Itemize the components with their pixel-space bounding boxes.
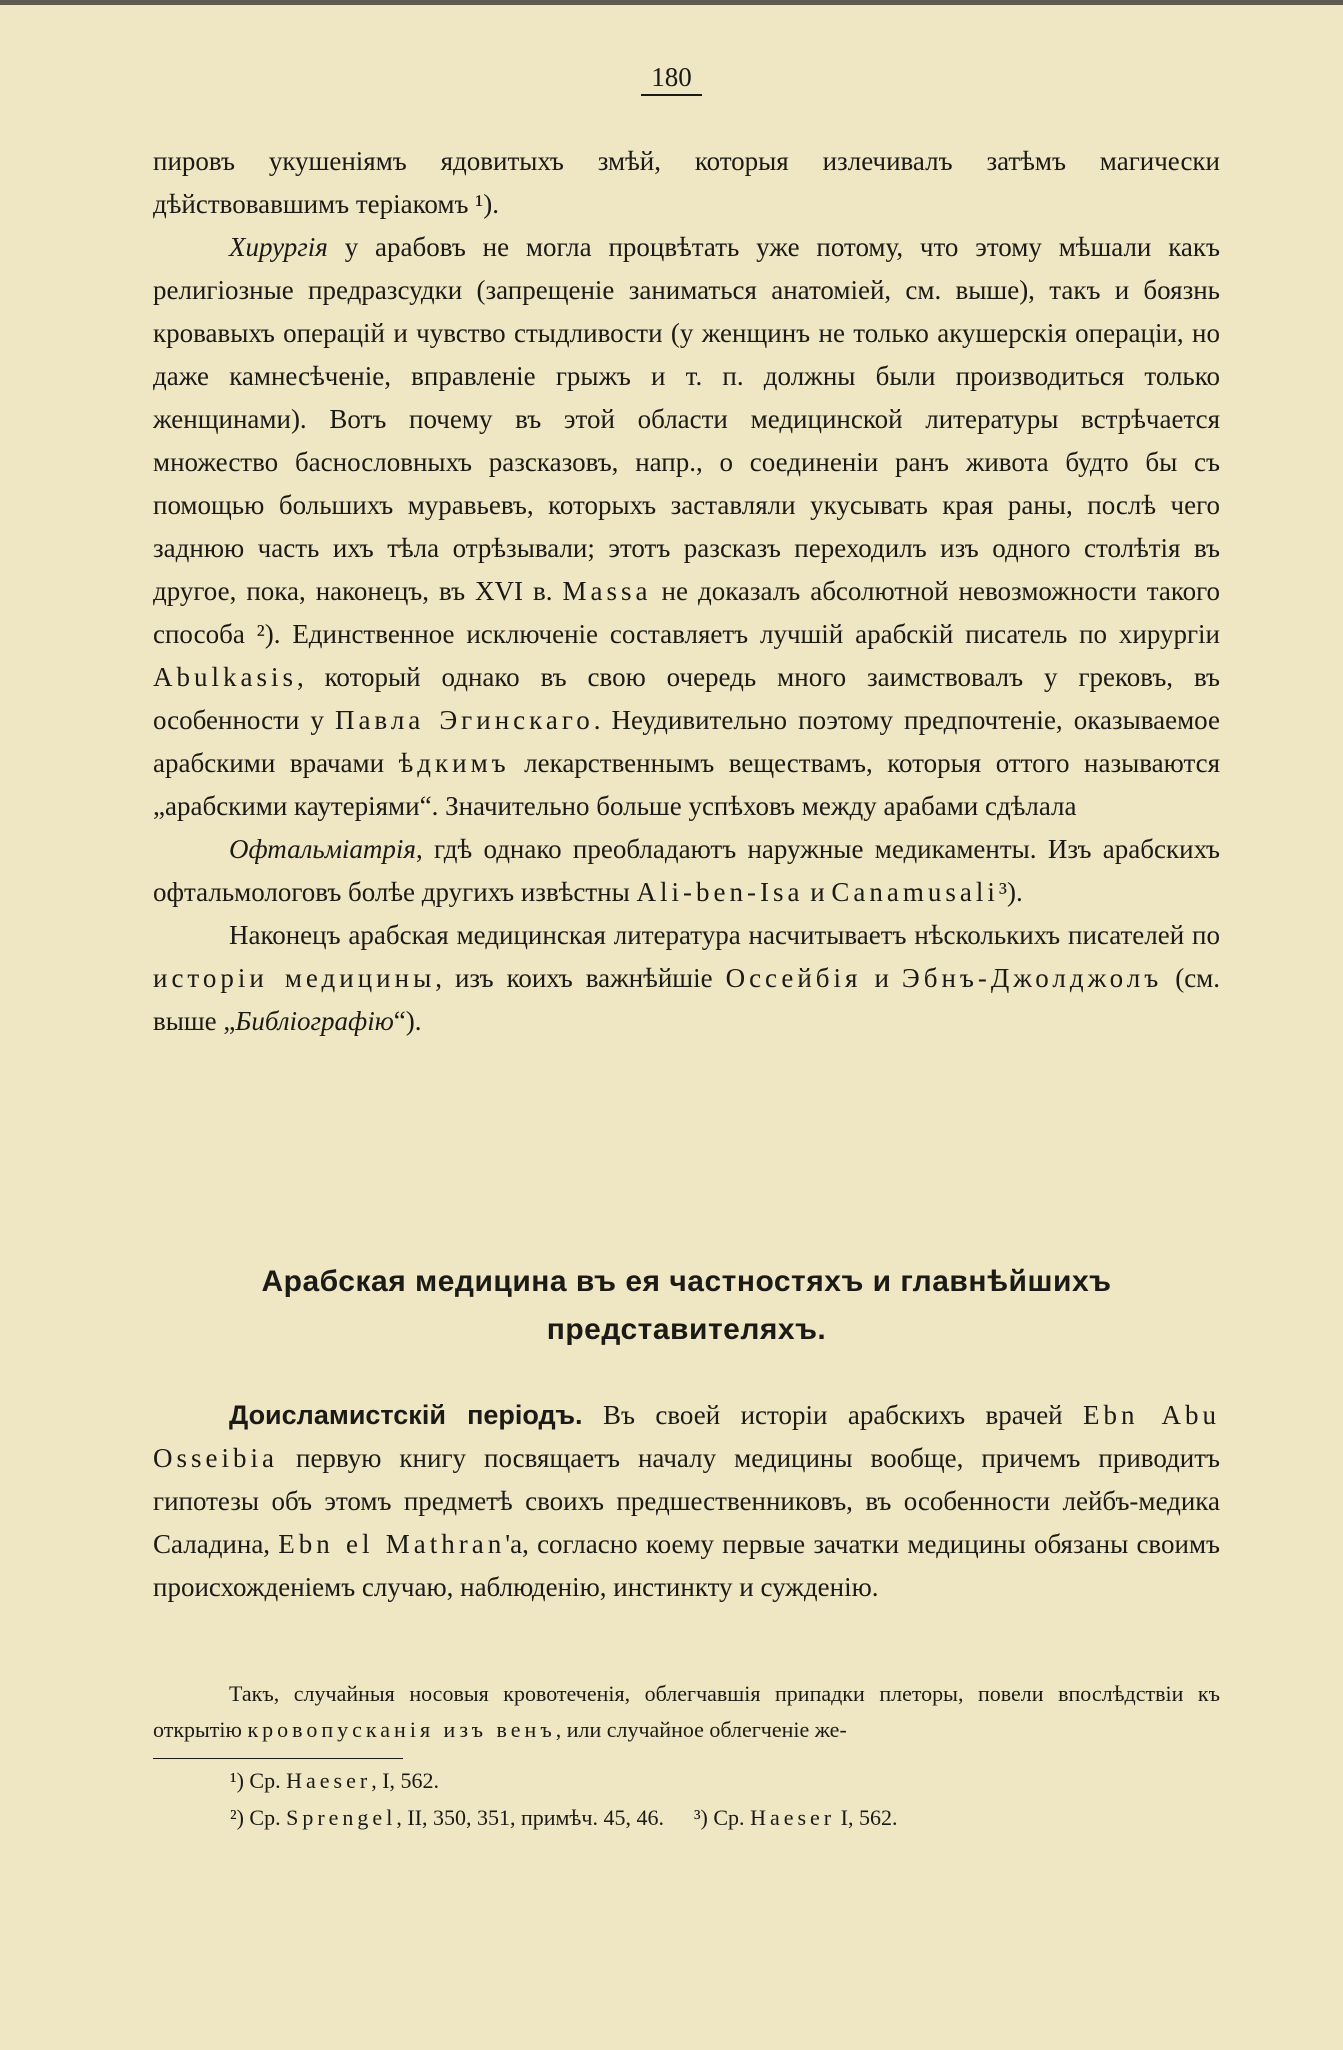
term-edkim: ѣдкимъ [398, 748, 510, 778]
paragraph-preislamic: Доисламистскій періодъ. Въ своей исторіи арабскихъ врачей Ebn Abu Osseibia первую книгу посвящаетъ началу медицины вообще, причемъ приводитъ гипотезы объ этомъ предметѣ своихъ предшественниковъ, въ особенности лейбъ-медика Саладина, Ebn el Mathran'a, согласно коему первые зачатки медицины обязаны своимъ происхожденіемъ случаю, наблюденію, инстинкту и сужденію. [153, 1400, 1220, 1602]
name-ebn-abu: Ebn Abu Osseibia [153, 1400, 1220, 1473]
page-number: 180 [0, 62, 1343, 93]
name-osseibia: Оссейбія [725, 963, 862, 993]
paragraph: пировъ укушеніямъ ядовитыхъ змѣй, которыя излечивалъ затѣмъ магически дѣйствовавшимъ теріакомъ ¹). [153, 146, 1220, 219]
scan-top-edge [0, 0, 1343, 5]
paragraph-ophthalmology: Офтальміатрія, гдѣ однако преобладаютъ наружные медикаменты. Изъ арабскихъ офтальмологовъ болѣе другихъ извѣстны Ali-ben-Isa и Canamusali³). [153, 834, 1220, 907]
name-massa: Massa [562, 576, 652, 606]
section-text [153, 1394, 1220, 1609]
term-ophthalmology: Офтальміатрія [229, 834, 416, 864]
small-print-text [153, 1676, 1220, 1748]
term-history: исторіи медицины [153, 963, 436, 993]
footnote-1: ¹) Ср. Haeser, I, 562. [230, 1768, 440, 1793]
footnotes [230, 1762, 1220, 1836]
footnote-2-3: ²) Ср. Sprengel, II, 350, 351, примѣч. 45, 46. ³) Ср. Haeser I, 562. [230, 1805, 898, 1830]
name-ebn: Эбнъ-Джолджолъ [901, 963, 1163, 993]
footnote-divider [153, 1758, 403, 1759]
runin-heading: Доисламистскій періодъ. [229, 1400, 583, 1430]
body-text [153, 140, 1220, 1043]
term-surgery: Хирургія [229, 232, 328, 262]
ref-bibliography: Библіографію [235, 1006, 394, 1036]
paragraph-history: Наконецъ арабская медицинская литература насчитываетъ нѣсколькихъ писателей по исторіи медицины, изъ коихъ важнѣйшіе Оссейбія и Эбнъ-Джолджолъ (см. выше „Библіографію“). [153, 920, 1221, 1036]
term-bloodletting: кровопусканія изъ венъ [247, 1717, 556, 1742]
section-heading: Арабская медицина въ ея частностяхъ и главнѣйшихъ представителяхъ. [261, 1265, 1112, 1346]
name-canamusali: Canamusali [831, 877, 999, 907]
name-abulkasis: Abulkasis [153, 662, 297, 692]
name-pavel: Павла Эгинскаго [334, 705, 594, 735]
small-paragraph: Такъ, случайныя носовыя кровотеченія, облегчавшія припадки плеторы, повели впослѣдствіи къ открытію кровопусканія изъ венъ, или случайное облегченіе же- [153, 1681, 1220, 1742]
name-ebn-el: Ebn el Mathran [278, 1529, 506, 1559]
name-ali: Ali-ben-Isa [636, 877, 804, 907]
paragraph-surgery: Хирургія у арабовъ не могла процвѣтать уже потому, что этому мѣшали какъ религіозные предразсудки (запрещеніе заниматься анатоміей, см. выше), такъ и боязнь кровавыхъ операцій и чувство стыдливости (у женщинъ не только акушерскія операціи, но даже камнесѣченіе, вправленіе грыжъ и т. п. должны были производиться только женщинами). Вотъ почему въ этой области медицинской литературы встрѣчается множество баснословныхъ разсказовъ, напр., о соединеніи ранъ живота будто бы съ помощью большихъ муравьевъ, которыхъ заставляли укусывать края раны, послѣ чего заднюю часть ихъ тѣла отрѣзывали; этотъ разсказъ переходилъ изъ одного столѣтія въ другое, пока, наконецъ, въ XVI в. Massa не доказалъ абсолютной невозможности такого способа ²). Единственное исключеніе составляетъ лучшій арабскій писатель по хирургіи Abulkasis, который однако въ свою очередь много заимствовалъ у грековъ, въ особенности у Павла Эгинскаго. Неудивительно поэтому предпочтеніе, оказываемое арабскими врачами ѣдкимъ лекарственнымъ веществамъ, которыя оттого называются „арабскими каутеріями“. Значительно больше успѣховъ между арабами сдѣлала [153, 232, 1221, 821]
